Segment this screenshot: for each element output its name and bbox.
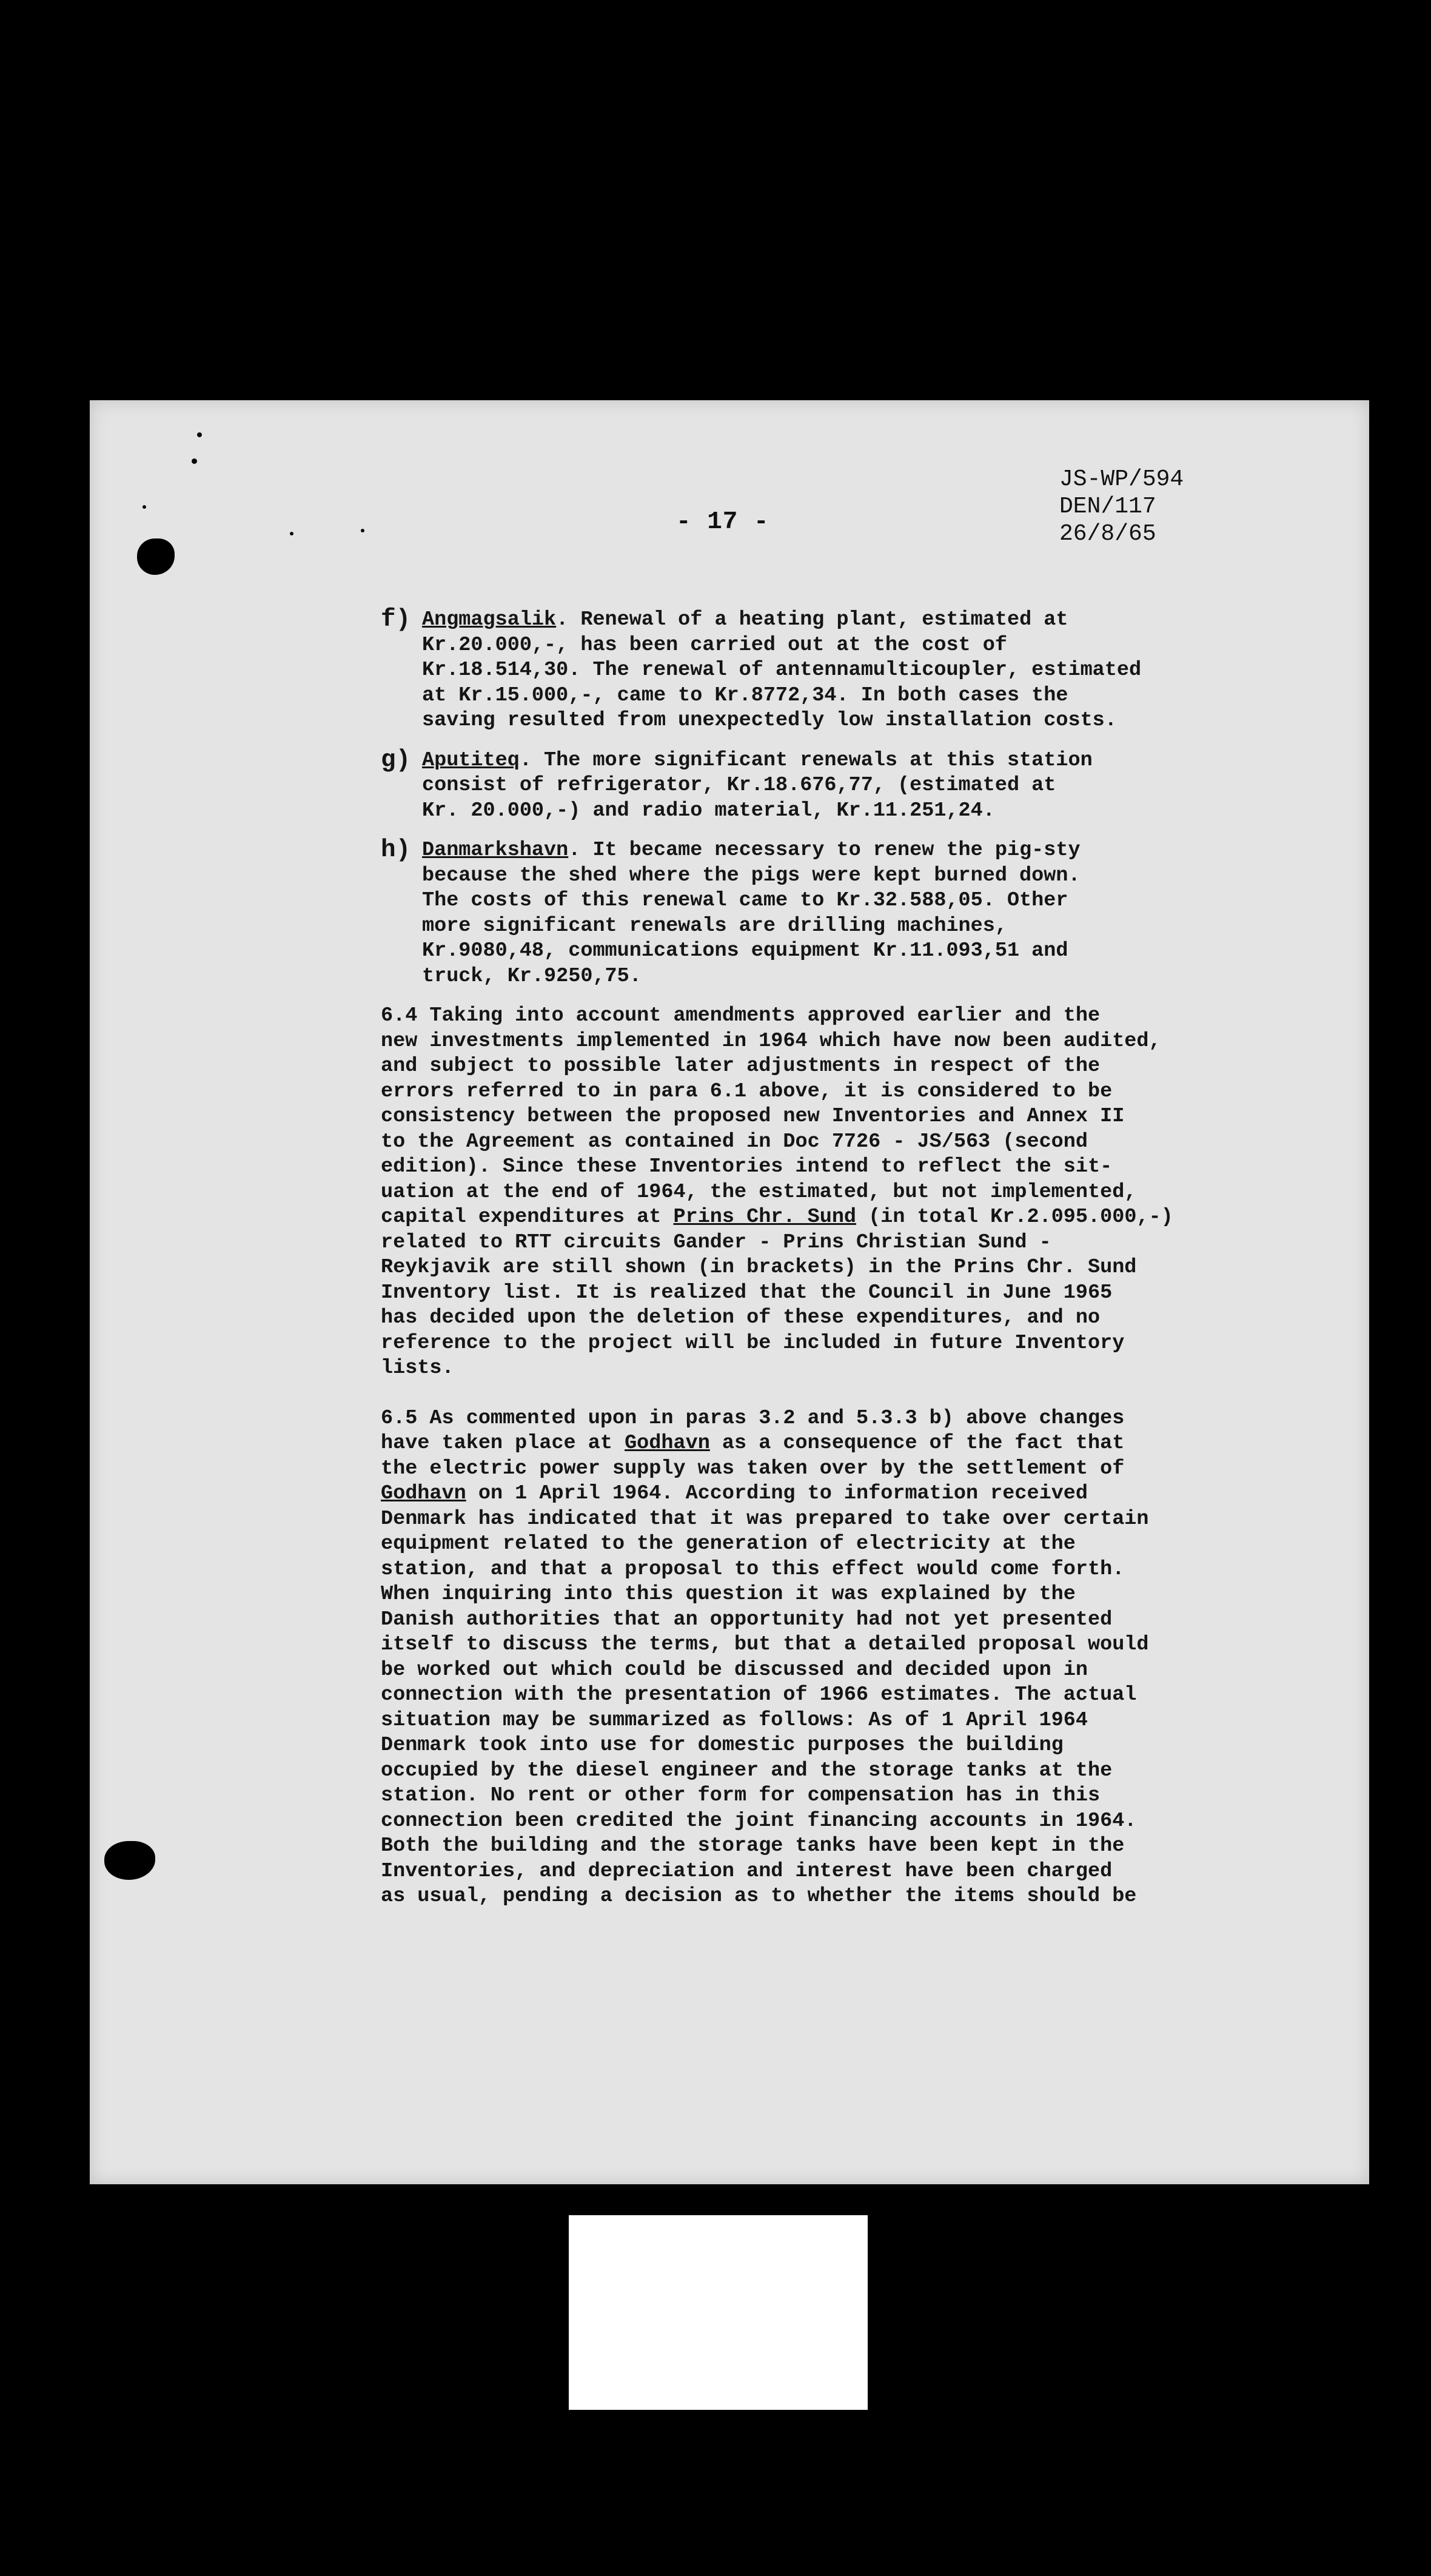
item-letter: g) <box>381 746 411 774</box>
paragraph-text: 6.4 Taking into account amendments approved earlier and the new investments implemented in 1964 which have now been audited, and subject to possible later adjustments in respect of the errors referred to in para 6.1 above, it is considered to be consistency between the proposed new Inventories and Annex II to the Agreement as contained in Doc 7726 - JS/563 (second edition). Since these Inventories intend to reflect the sit- uation at the end of 1964, the estimated, but not implemented, capital expenditures at <box>381 1004 1161 1229</box>
page-number: - 17 - <box>676 508 769 536</box>
paragraph-text: 6.5 As commented upon in paras 3.2 and 5.3.3 b) above changes have taken place at <box>381 1406 1125 1455</box>
item-text: . It became necessary to renew the pig-sty because the shed where the pigs were kept burned down. The costs of this renewal came to Kr.32.588,05. Other more significant renewals are drilling machines, Kr.9080,48, communications equipment Kr.11.093,51 and truck, Kr.9250,75. <box>422 839 1081 988</box>
paragraph-6-5 <box>381 1406 1327 1910</box>
reference-code: JS-WP/594 <box>1059 466 1184 492</box>
paragraph-6-4 <box>381 1004 1327 1381</box>
item-letter: f) <box>381 606 411 634</box>
speck-mark <box>142 505 146 509</box>
underlined-place: Godhavn <box>381 1482 466 1505</box>
paragraph-text: as a consequence of the fact that the electric power supply was taken over by the settlement of <box>381 1432 1125 1480</box>
reference-block <box>1059 466 1184 548</box>
paragraph-text: (in total Kr.2.095.000,-) related to RTT circuits Gander - Prins Christian Sund - Reykjavik are still shown (in brackets) in the Prins Chr. Sund Inventory list. It is realized that the Council in June 1965 has decided upon the deletion of these expenditures, and no reference to the project will be included in future Inventory lists. <box>381 1206 1173 1380</box>
item-place-name: Aputiteq <box>422 748 520 772</box>
item-content <box>422 748 1327 824</box>
item-text: . The more significant renewals at this station consist of refrigerator, Kr.18.676,77, (estimated at Kr. 20.000,-) and radio material, Kr.11.251,24. <box>422 748 1093 822</box>
speck-mark <box>290 532 293 535</box>
paragraph-text: on 1 April 1964. According to information received Denmark has indicated that it was prepared to take over certain equipment related to the generation of electricity at the station, and that a proposal to this effect would come forth. When inquiring into this question it was explained by the Danish authorities that an opportunity had not yet presented itself to discuss the terms, but that a detailed proposal would be worked out which could be discussed and decided upon in connection with the presentation of 1966 estimates. The actual situation may be summarized as follows: As of 1 April 1964 Denmark took into use for domestic purposes the building occupied by the diesel engineer and the storage tanks at the station. No rent or other form for compensation has in this connection been credited the joint financing accounts in 1964. Both the building and the storage tanks have been kept in the Inventories, and depreciation and interest have been charged as usual, pending a decision as to whether the items should be <box>381 1482 1149 1908</box>
reference-series: DEN/117 <box>1059 494 1156 520</box>
list-item <box>381 838 1327 989</box>
item-content <box>422 838 1327 989</box>
item-place-name: Angmagsalik <box>422 608 557 631</box>
blank-label-box <box>569 2215 868 2410</box>
list-item <box>381 608 1327 734</box>
document-body <box>381 608 1327 1934</box>
underlined-place: Prins Chr. Sund <box>673 1206 857 1229</box>
speck-mark <box>361 529 364 532</box>
underlined-place: Godhavn <box>625 1432 710 1455</box>
reference-date: 26/8/65 <box>1059 521 1156 547</box>
item-letter: h) <box>381 836 411 864</box>
item-content <box>422 608 1327 734</box>
item-place-name: Danmarkshavn <box>422 839 569 862</box>
item-text: . Renewal of a heating plant, estimated at Kr.20.000,-, has been carried out at the cost of Kr.18.514,30. The renewal of antennamulticoupler, estimated at Kr.15.000,-, came to Kr.8772,34. In both cases the saving resulted from unexpectedly low installation costs. <box>422 608 1142 732</box>
speck-mark <box>192 458 197 464</box>
list-item <box>381 748 1327 824</box>
speck-mark <box>197 432 202 437</box>
